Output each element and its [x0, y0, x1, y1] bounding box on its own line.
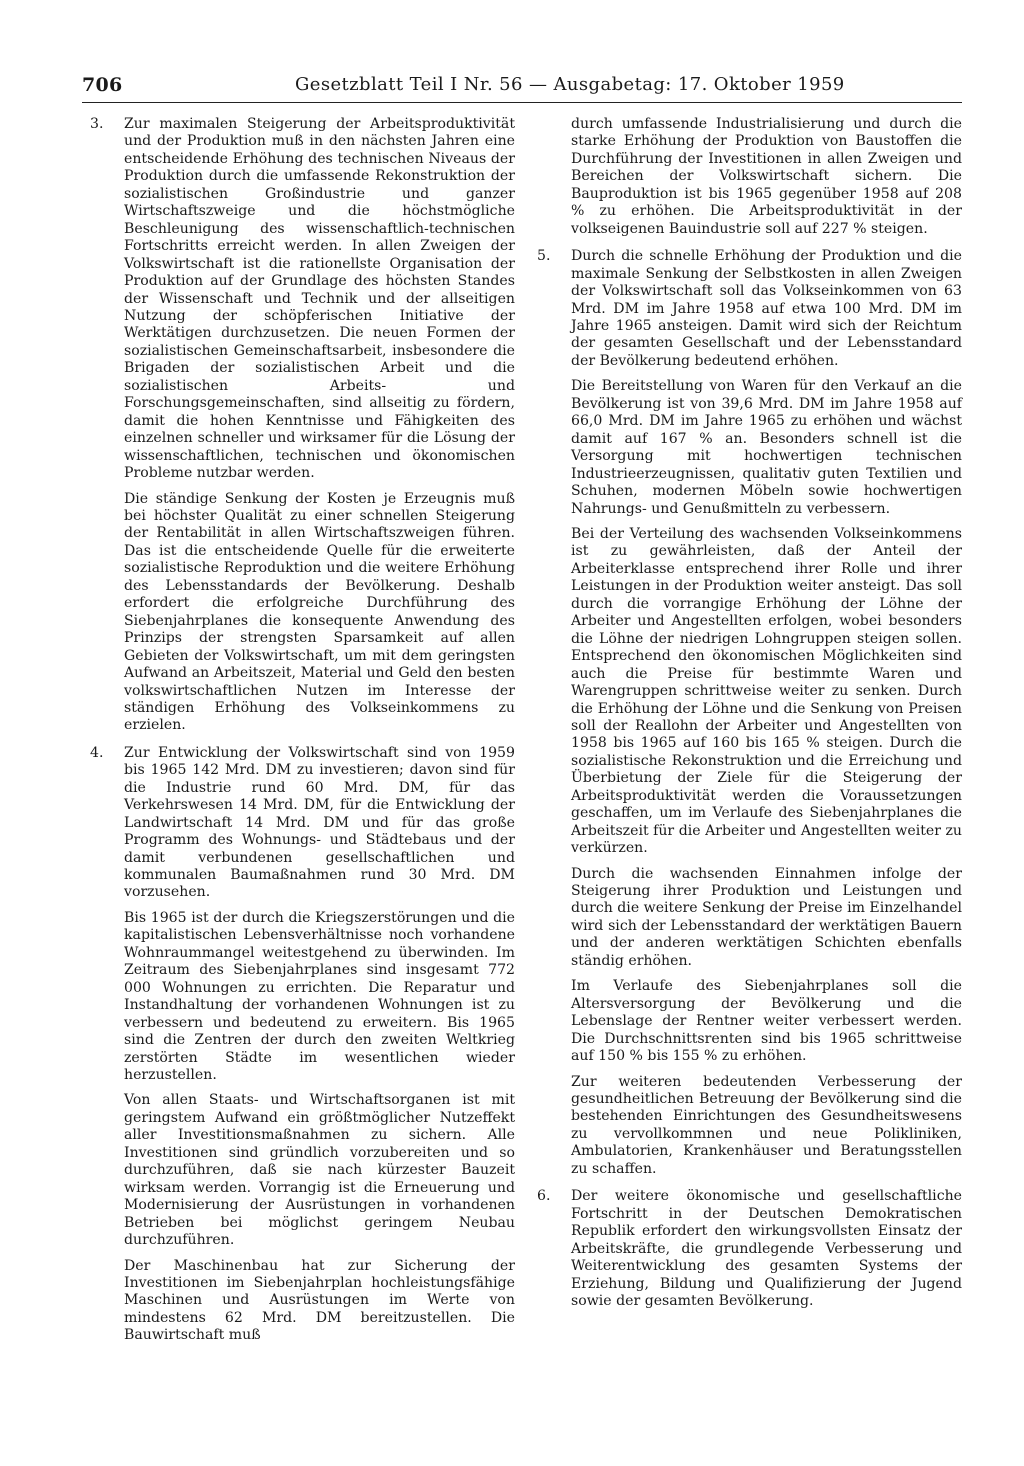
section-3 — [90, 116, 515, 483]
section-5 — [537, 248, 962, 370]
paragraph: Durch die wachsenden Einnahmen infolge der Steigerung ihrer Produktion und Leistungen und durch die weitere Senkung der Preise im Einzelhandel wird sich der Lebensstandard der werktätigen Bauern und der anderen werktätigen Schichten ebenfalls ständig erhöhen. — [571, 865, 963, 969]
paragraph: Zur maximalen Steigerung der Arbeitsproduktivität und der Produktion muß in den nächsten Jahren eine entscheidende Erhöhung des technischen Niveaus der Produktion durch die umfassende Rekonstruktion der sozialistischen Großindustrie und ganzer Wirtschaftszweige und die höchstmögliche Beschleunigung des wissenschaftlich-technischen Fortschritts erreicht werden. In allen Zweigen der Volkswirtschaft ist die rationellste Organisation der Produktion auf der Grundlage des höchsten Standes der Wissenschaft und Technik und der allseitigen Nutzung der schöpferischen Initiative der Werktätigen durchzusetzen. Die neuen Formen der sozialistischen Gemeinschaftsarbeit, insbesondere die Brigaden der sozialistischen Arbeit und die sozialistischen Arbeits- und Forschungsgemeinschaften, sind allseitig zu fördern, damit die hohen Kenntnisse und Fähigkeiten des einzelnen schneller und wirksamer für die Lösung der wissenschaftlichen, technischen und ökonomischen Probleme nutzbar werden. — [124, 116, 515, 482]
header-title: Gesetzblatt Teil I Nr. 56 — Ausgabetag: 17. Oktober 1959 — [295, 74, 845, 95]
right-column — [537, 116, 962, 1310]
section-number: 3. — [90, 116, 104, 132]
section-number: 6. — [537, 1188, 551, 1205]
page-number: 706 — [82, 74, 123, 96]
paragraph: Bis 1965 ist der durch die Kriegszerstörungen und die kapitalistischen Lebensverhältnisse noch vorhandene Wohnraummangel weitestgehend zu überwinden. Im Zeitraum des Siebenjahrplanes sind insgesamt 772 000 Wohnungen zu errichten. Die Reparatur und Instandhaltung der vorhandenen Wohnungen ist zu verbessern und bedeutend zu erweitern. Bis 1965 sind die Zentren der durch den zweiten Weltkrieg zerstörten Städte im wesentlichen wieder herzustellen. — [124, 909, 515, 1084]
paragraph: Von allen Staats- und Wirtschaftsorganen ist mit geringstem Aufwand ein größtmöglicher Nutzeffekt aller Investitionsmaßnahmen zu sichern. Alle Investitionen sind gründlich vorzubereiten und so durchzuführen, daß sie nach kürzester Bauzeit wirksam werden. Vorrangig ist die Erneuerung und Modernisierung der Ausrüstungen in vorhandenen Betrieben bei möglichst geringem Neubau durchzuführen. — [124, 1092, 515, 1249]
left-column — [90, 116, 515, 1345]
paragraph: Die ständige Senkung der Kosten je Erzeugnis muß bei höchster Qualität zu einer schnellen Steigerung der Rentabilität in allen Wirtschaftszweigen führen. Das ist die entscheidende Quelle für die erweiterte sozialistische Reproduktion und die weitere Erhöhung des Lebensstandards der Bevölkerung. Deshalb erfordert die erfolgreiche Durchführung des Siebenjahrplanes die konsequente Anwendung des Prinzips der strengsten Sparsamkeit auf allen Gebieten der Volkswirtschaft, um mit dem geringsten Aufwand an Arbeitszeit, Material und Geld den besten volkswirtschaftlichen Nutzen im Interesse der ständigen Erhöhung des Volkseinkommens zu erzielen. — [124, 490, 515, 734]
paragraph: Die Bereitstellung von Waren für den Verkauf an die Bevölkerung ist von 39,6 Mrd. DM im Jahre 1958 auf 66,0 Mrd. DM im Jahre 1965 zu erhöhen und wächst damit auf 167 % an. Besonders schnell ist die Versorgung mit hochwertigen technischen Industrieerzeugnissen, qualitativ guten Textilien und Schuhen, modernen Möbeln sowie hochwertigen Nahrungs- und Genußmitteln zu verbessern. — [571, 378, 962, 517]
paragraph: durch umfassende Industrialisierung und durch die starke Erhöhung der Produktion von Baustoffen die Durchführung der Investitionen in allen Zweigen und Bereichen der Volkswirtschaft sichern. Die Bauproduktion ist bis 1965 gegenüber 1958 auf 208 % zu erhöhen. Die Arbeitsproduktivität in der volkseigenen Bauindustrie soll auf 227 % steigen. — [571, 116, 962, 237]
section-number: 5. — [537, 248, 551, 265]
paragraph: Der Maschinenbau hat zur Sicherung der Investitionen im Siebenjahrplan hochleistungsfähige Maschinen und Ausrüstungen im Werte von mindestens 62 Mrd. DM bereitzustellen. Die Bauwirtschaft muß — [124, 1257, 515, 1344]
paragraph: Zur weiteren bedeutenden Verbesserung der gesundheitlichen Betreuung der Bevölkerung sind die bestehenden Einrichtungen des Gesundheitswesens zu vervollkommnen und neue Polikliniken, Ambulatorien, Krankenhäuser und Beratungsstellen zu schaffen. — [571, 1073, 962, 1177]
section-6 — [537, 1188, 962, 1310]
paragraph: Im Verlaufe des Siebenjahrplanes soll die Altersversorgung der Bevölkerung und die Lebenslage der Rentner weiter verbessert werden. Die Durchschnittsrenten sind bis 1965 schrittweise auf 150 % bis 155 % zu erhöhen. — [571, 978, 962, 1065]
paragraph: Bei der Verteilung des wachsenden Volkseinkommens ist zu gewährleisten, daß der Anteil der Arbeiterklasse entsprechend ihrer Rolle und ihrer Leistungen in der Produktion weiter ansteigt. Das soll durch die vorrangige Erhöhung der Löhne der Arbeiter und Angestellten erfolgen, wobei besonders die Löhne der niedrigen Lohngruppen steigen sollen. Entsprechend den ökonomischen Möglichkeiten sind auch die Preise für bestimmte Waren und Warengruppen schrittweise weiter zu senken. Durch die Erhöhung der Löhne und die Senkung von Preisen soll der Reallohn der Arbeiter und Angestellten von 1958 bis 1965 auf 160 bis 165 % steigen. Durch die sozialistische Rekonstruktion und die Erreichung und Überbietung der Ziele für die Steigerung der Arbeitsproduktivität werden die Voraussetzungen geschaffen, um im Verlaufe des Siebenjahrplanes die Arbeitszeit für die Arbeiter und Angestellten weiter zu verkürzen. — [571, 525, 962, 857]
paragraph: Durch die schnelle Erhöhung der Produktion und die maximale Senkung der Selbstkosten in allen Zweigen der Volkswirtschaft soll das Volkseinkommen von 63 Mrd. DM im Jahre 1958 auf etwa 100 Mrd. DM im Jahre 1965 ansteigen. Damit wird sich der Reichtum der gesamten Gesellschaft und der Lebensstandard der Bevölkerung bedeutend erhöhen. — [571, 248, 962, 369]
paragraph: Der weitere ökonomische und gesellschaftliche Fortschritt in der Deutschen Demokratischen Republik erfordert den wirkungsvollsten Einsatz der Arbeitskräfte, die grundlegende Verbesserung und Weiterentwicklung des gesamten Systems der Erziehung, Bildung und Qualifizierung der Jugend sowie der gesamten Bevölkerung. — [571, 1188, 962, 1309]
section-4 — [90, 745, 515, 902]
section-number: 4. — [90, 744, 104, 761]
page-header — [82, 74, 962, 103]
paragraph: Zur Entwicklung der Volkswirtschaft sind von 1959 bis 1965 142 Mrd. DM zu investieren; davon sind für die Industrie rund 60 Mrd. DM, für das Verkehrswesen 14 Mrd. DM, für die Entwicklung der Landwirtschaft 14 Mrd. DM und für das große Programm des Wohnungs- und Städtebaus und der damit verbundenen gesellschaftlichen und kommunalen Baumaßnahmen rund 30 Mrd. DM vorzusehen. — [124, 744, 515, 901]
